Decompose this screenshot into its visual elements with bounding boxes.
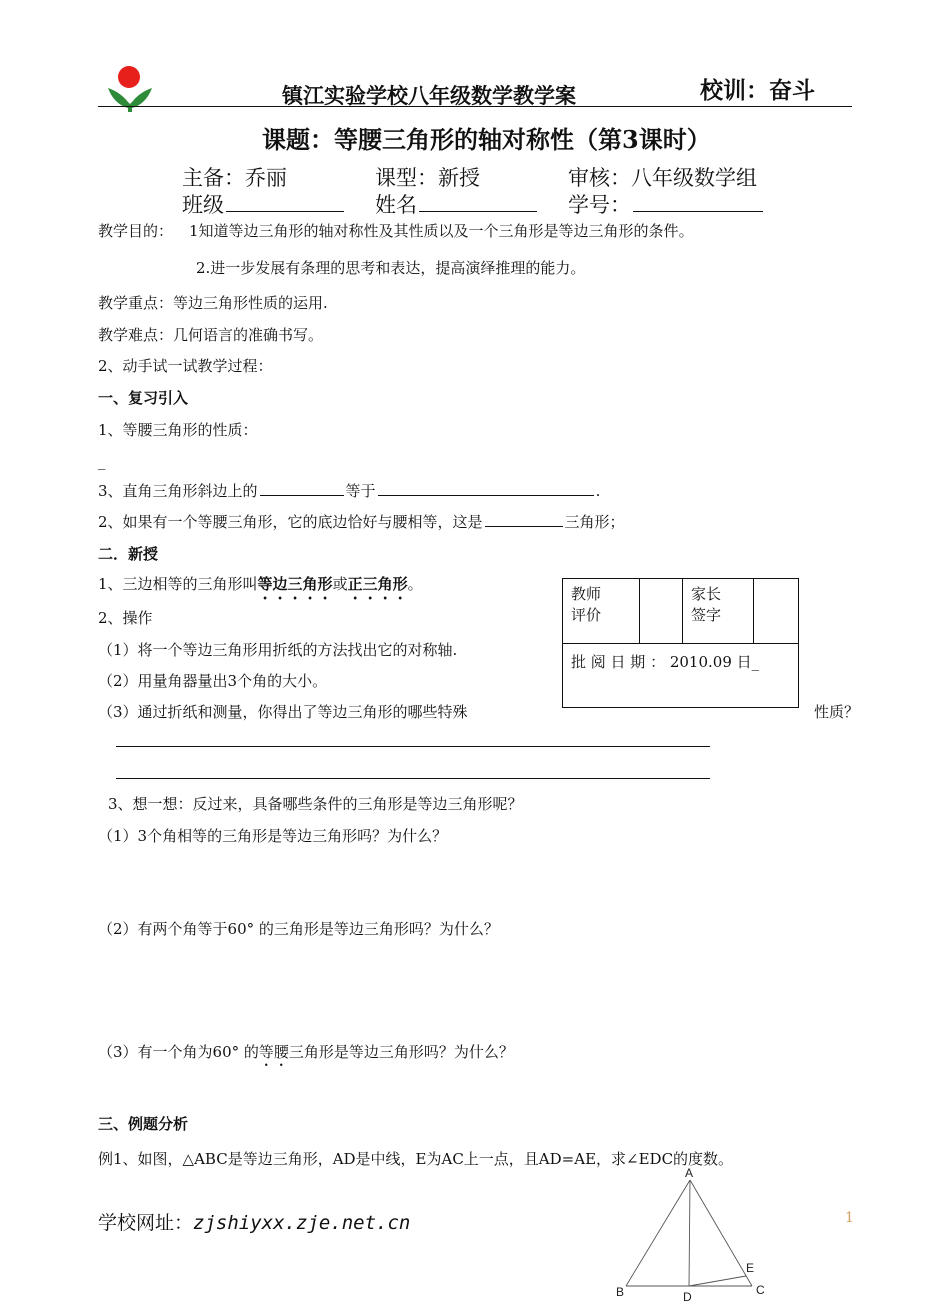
segment-de (689, 1276, 746, 1286)
think-line: 3、想一想：反过来，具备哪些条件的三角形是等边三角形呢？ (108, 795, 523, 813)
def-term-equilateral: 等边三角形 (257, 575, 333, 593)
review-blank-mark: _ (98, 452, 106, 470)
id-field (568, 189, 765, 219)
school-title: 镇江实验学校八年级数学教学案 (282, 83, 576, 108)
triangle-figure (600, 1166, 790, 1310)
answer-line-2[interactable] (116, 778, 710, 779)
edge-ab (626, 1180, 690, 1286)
item3-text-c: . (595, 482, 601, 500)
question-1: （1）3个角相等的三角形是等边三角形吗？为什么？ (98, 827, 448, 845)
example-1: 例1、如图，△ABC是等边三角形，AD是中线，E为AC上一点，且AD=AE，求∠EDC的度数。 (98, 1150, 734, 1168)
question-3 (98, 1041, 514, 1070)
name-blank[interactable] (419, 191, 537, 212)
id-label: 学号： (568, 193, 631, 217)
class-label: 班级 (182, 193, 224, 217)
footer-label: 学校网址： (98, 1212, 194, 1234)
operation-3-end: 性质？ (814, 703, 860, 721)
review-item-2 (98, 511, 625, 532)
median-ad (689, 1180, 690, 1286)
answer-line-1[interactable] (116, 746, 710, 747)
operation-3: （3）通过折纸和测量，你得出了等边三角形的哪些特殊 (98, 703, 468, 721)
type-field: 课型：新授 (375, 166, 480, 190)
item2-text-b: 三角形； (564, 513, 625, 531)
process-line: 2、动手试一试教学过程： (98, 357, 273, 375)
footer-website (98, 1208, 410, 1235)
parent-sign-label: 家长签字 (683, 579, 754, 644)
item2-text-a: 2、如果有一个等腰三角形，它的底边恰好与腰相等，这是 (98, 513, 483, 531)
logo-sun (118, 66, 140, 88)
key-point: 教学重点：等边三角形性质的运用. (98, 294, 328, 312)
label-d: D (683, 1290, 692, 1304)
header-rule (98, 106, 852, 107)
label-b: B (616, 1285, 625, 1299)
edge-ac (690, 1180, 755, 1286)
item3-text-a: 3、直角三角形斜边上的 (98, 482, 258, 500)
author-field: 主备：乔丽 (182, 166, 287, 190)
operation-2: （2）用量角器量出3个角的大小。 (98, 672, 328, 690)
def-text: 1、三边相等的三角形叫 (98, 575, 258, 593)
review-item-1: 1、等腰三角形的性质： (98, 421, 258, 439)
item3-blank-1[interactable] (260, 481, 344, 496)
school-motto: 校训：奋斗 (700, 77, 815, 104)
item3-blank-2[interactable] (378, 481, 594, 496)
q3-text-b: 三角形是等边三角形吗？为什么？ (288, 1043, 514, 1061)
label-e: E (746, 1261, 755, 1275)
operation-1: （1）将一个等边三角形用折纸的方法找出它的对称轴. (98, 641, 458, 659)
item2-blank[interactable] (485, 512, 563, 527)
example-heading: 三、例题分析 (98, 1115, 189, 1133)
parent-sign-cell[interactable] (754, 579, 799, 644)
name-label: 姓名 (375, 193, 417, 217)
teacher-eval-cell[interactable] (640, 579, 683, 644)
q3-isosceles: 等腰 (258, 1043, 289, 1061)
evaluation-box (562, 578, 799, 708)
goal-line-1 (98, 220, 694, 241)
review-field: 审核：八年级数学组 (568, 166, 757, 190)
goal-2: 2.进一步发展有条理的思考和表达，提高演绎推理的能力。 (196, 259, 586, 277)
id-blank[interactable] (633, 191, 763, 212)
def-or: 或 (332, 575, 348, 593)
lesson-title: 课题：等腰三角形的轴对称性（第3课时） (262, 125, 711, 154)
review-item-3 (98, 480, 600, 501)
def-end: 。 (407, 575, 423, 593)
operation-heading: 2、操作 (98, 609, 153, 627)
q3-text-a: （3）有一个角为60° 的 (98, 1043, 259, 1061)
class-field (182, 189, 346, 219)
definition-line (98, 573, 423, 603)
teacher-eval-label: 教师评价 (563, 579, 640, 644)
logo-leaves (108, 88, 152, 112)
label-a: A (685, 1166, 694, 1180)
class-blank[interactable] (226, 191, 344, 212)
question-2: （2）有两个角等于60° 的三角形是等边三角形吗？为什么？ (98, 920, 499, 938)
review-date-cell: 批 阅 日 期 ： 2010.09 日_ (563, 644, 799, 708)
review-heading: 一、复习引入 (98, 389, 189, 407)
item3-text-b: 等于 (345, 482, 376, 500)
name-field (375, 189, 539, 219)
def-term-regular: 正三角形 (347, 575, 408, 593)
footer-url[interactable]: zjshiyxx.zje.net.cn (193, 1212, 411, 1234)
label-c: C (756, 1283, 765, 1297)
difficulty: 教学难点：几何语言的准确书写。 (98, 326, 324, 344)
goals-label: 教学目的： (98, 222, 174, 240)
new-heading: 二．新授 (98, 545, 159, 563)
goal-1: 1知道等边三角形的轴对称性及其性质以及一个三角形是等边三角形的条件。 (189, 222, 694, 240)
page-number: 1 (845, 1210, 854, 1226)
